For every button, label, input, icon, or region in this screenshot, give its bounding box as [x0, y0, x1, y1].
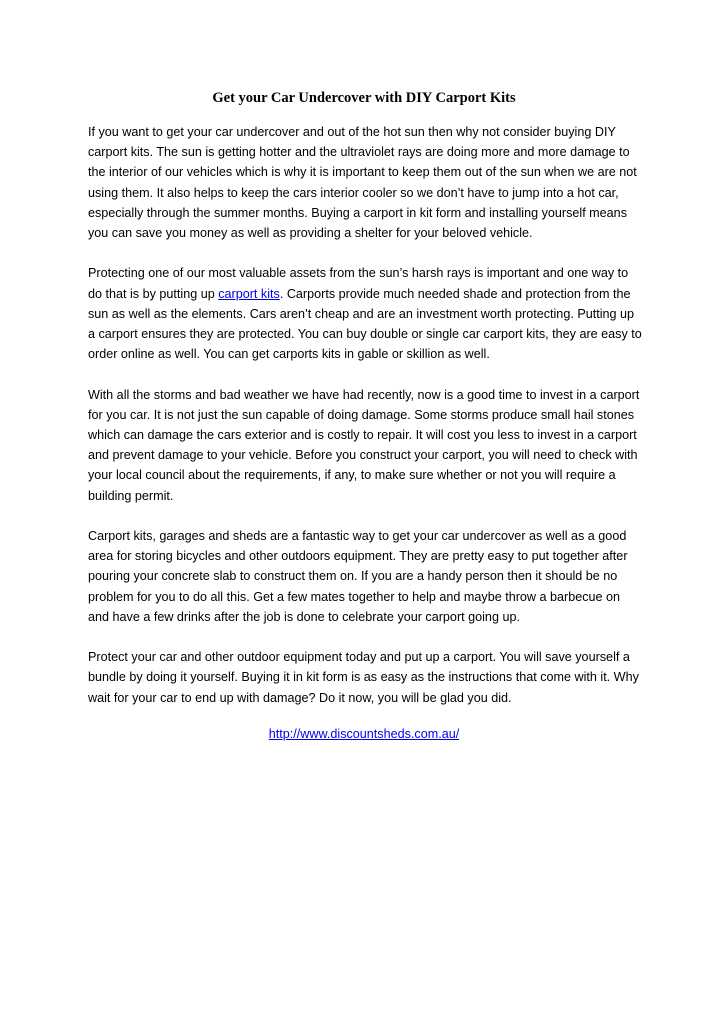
paragraph-2: [88, 263, 643, 364]
paragraph-3: With all the storms and bad weather we have had recently, now is a good time to invest in a carport for you car. It is not just the sun capable of doing damage. Some storms produce small hail stones which can damage the cars exterior and is costly to repair. It will cost you less to invest in a carport and prevent damage to your vehicle. Before you construct your carport, you will need to check with your local council about the requirements, if any, to make sure whether or not you will require a building permit.: [88, 387, 640, 503]
carport-kits-link[interactable]: carport kits: [218, 286, 280, 301]
document-body: [88, 122, 643, 728]
footer: [0, 724, 728, 744]
discountsheds-link[interactable]: http://www.discountsheds.com.au/: [268, 727, 460, 741]
paragraph-5: Protect your car and other outdoor equipment today and put up a carport. You will save yourself a bundle by doing it yourself. Buying it in kit form is as easy as the instructions that come with it. Why wait for your car to end up with damage? Do it now, you will be glad you did.: [88, 650, 639, 705]
paragraph-1: If you want to get your car undercover and out of the hot sun then why not consider buying DIY carport kits. The sun is getting hotter and the ultraviolet rays are doing more and more damage to the interior of our vehicles which is why it is important to keep them out of the sun when we are not using them. It also helps to keep the cars interior cooler so we don’t have to jump into a hot car, especially through the summer months. Buying a carport in kit form and installing yourself means you can save you money as well as providing a shelter for your beloved vehicle.: [88, 125, 637, 241]
paragraph-2-before: Protecting one of our most valuable assets from the sun’s harsh rays is important and one way to do that is by putting up: [88, 266, 629, 301]
document-title: Get your Car Undercover with DIY Carport Kits: [212, 90, 516, 106]
paragraph-4: Carport kits, garages and sheds are a fantastic way to get your car undercover as well as a good area for storing bicycles and other outdoors equipment. They are pretty easy to put together after pouring your concrete slab to construct them on. If you are a handy person then it should be no problem for you to do all this. Get a few mates together to help and maybe throw a barbecue on and have a few drinks after the job is done to celebrate your carport going up.: [88, 529, 628, 624]
paragraph-2-after: . Carports provide much needed shade and protection from the sun as well as the elements. Cars aren’t cheap and are an investment worth protecting. Putting up a carport ensures they are protected. You can buy double or single car carport kits, they are easy to order online as well. You can get carports kits in gable or skillion as well.: [88, 286, 642, 362]
